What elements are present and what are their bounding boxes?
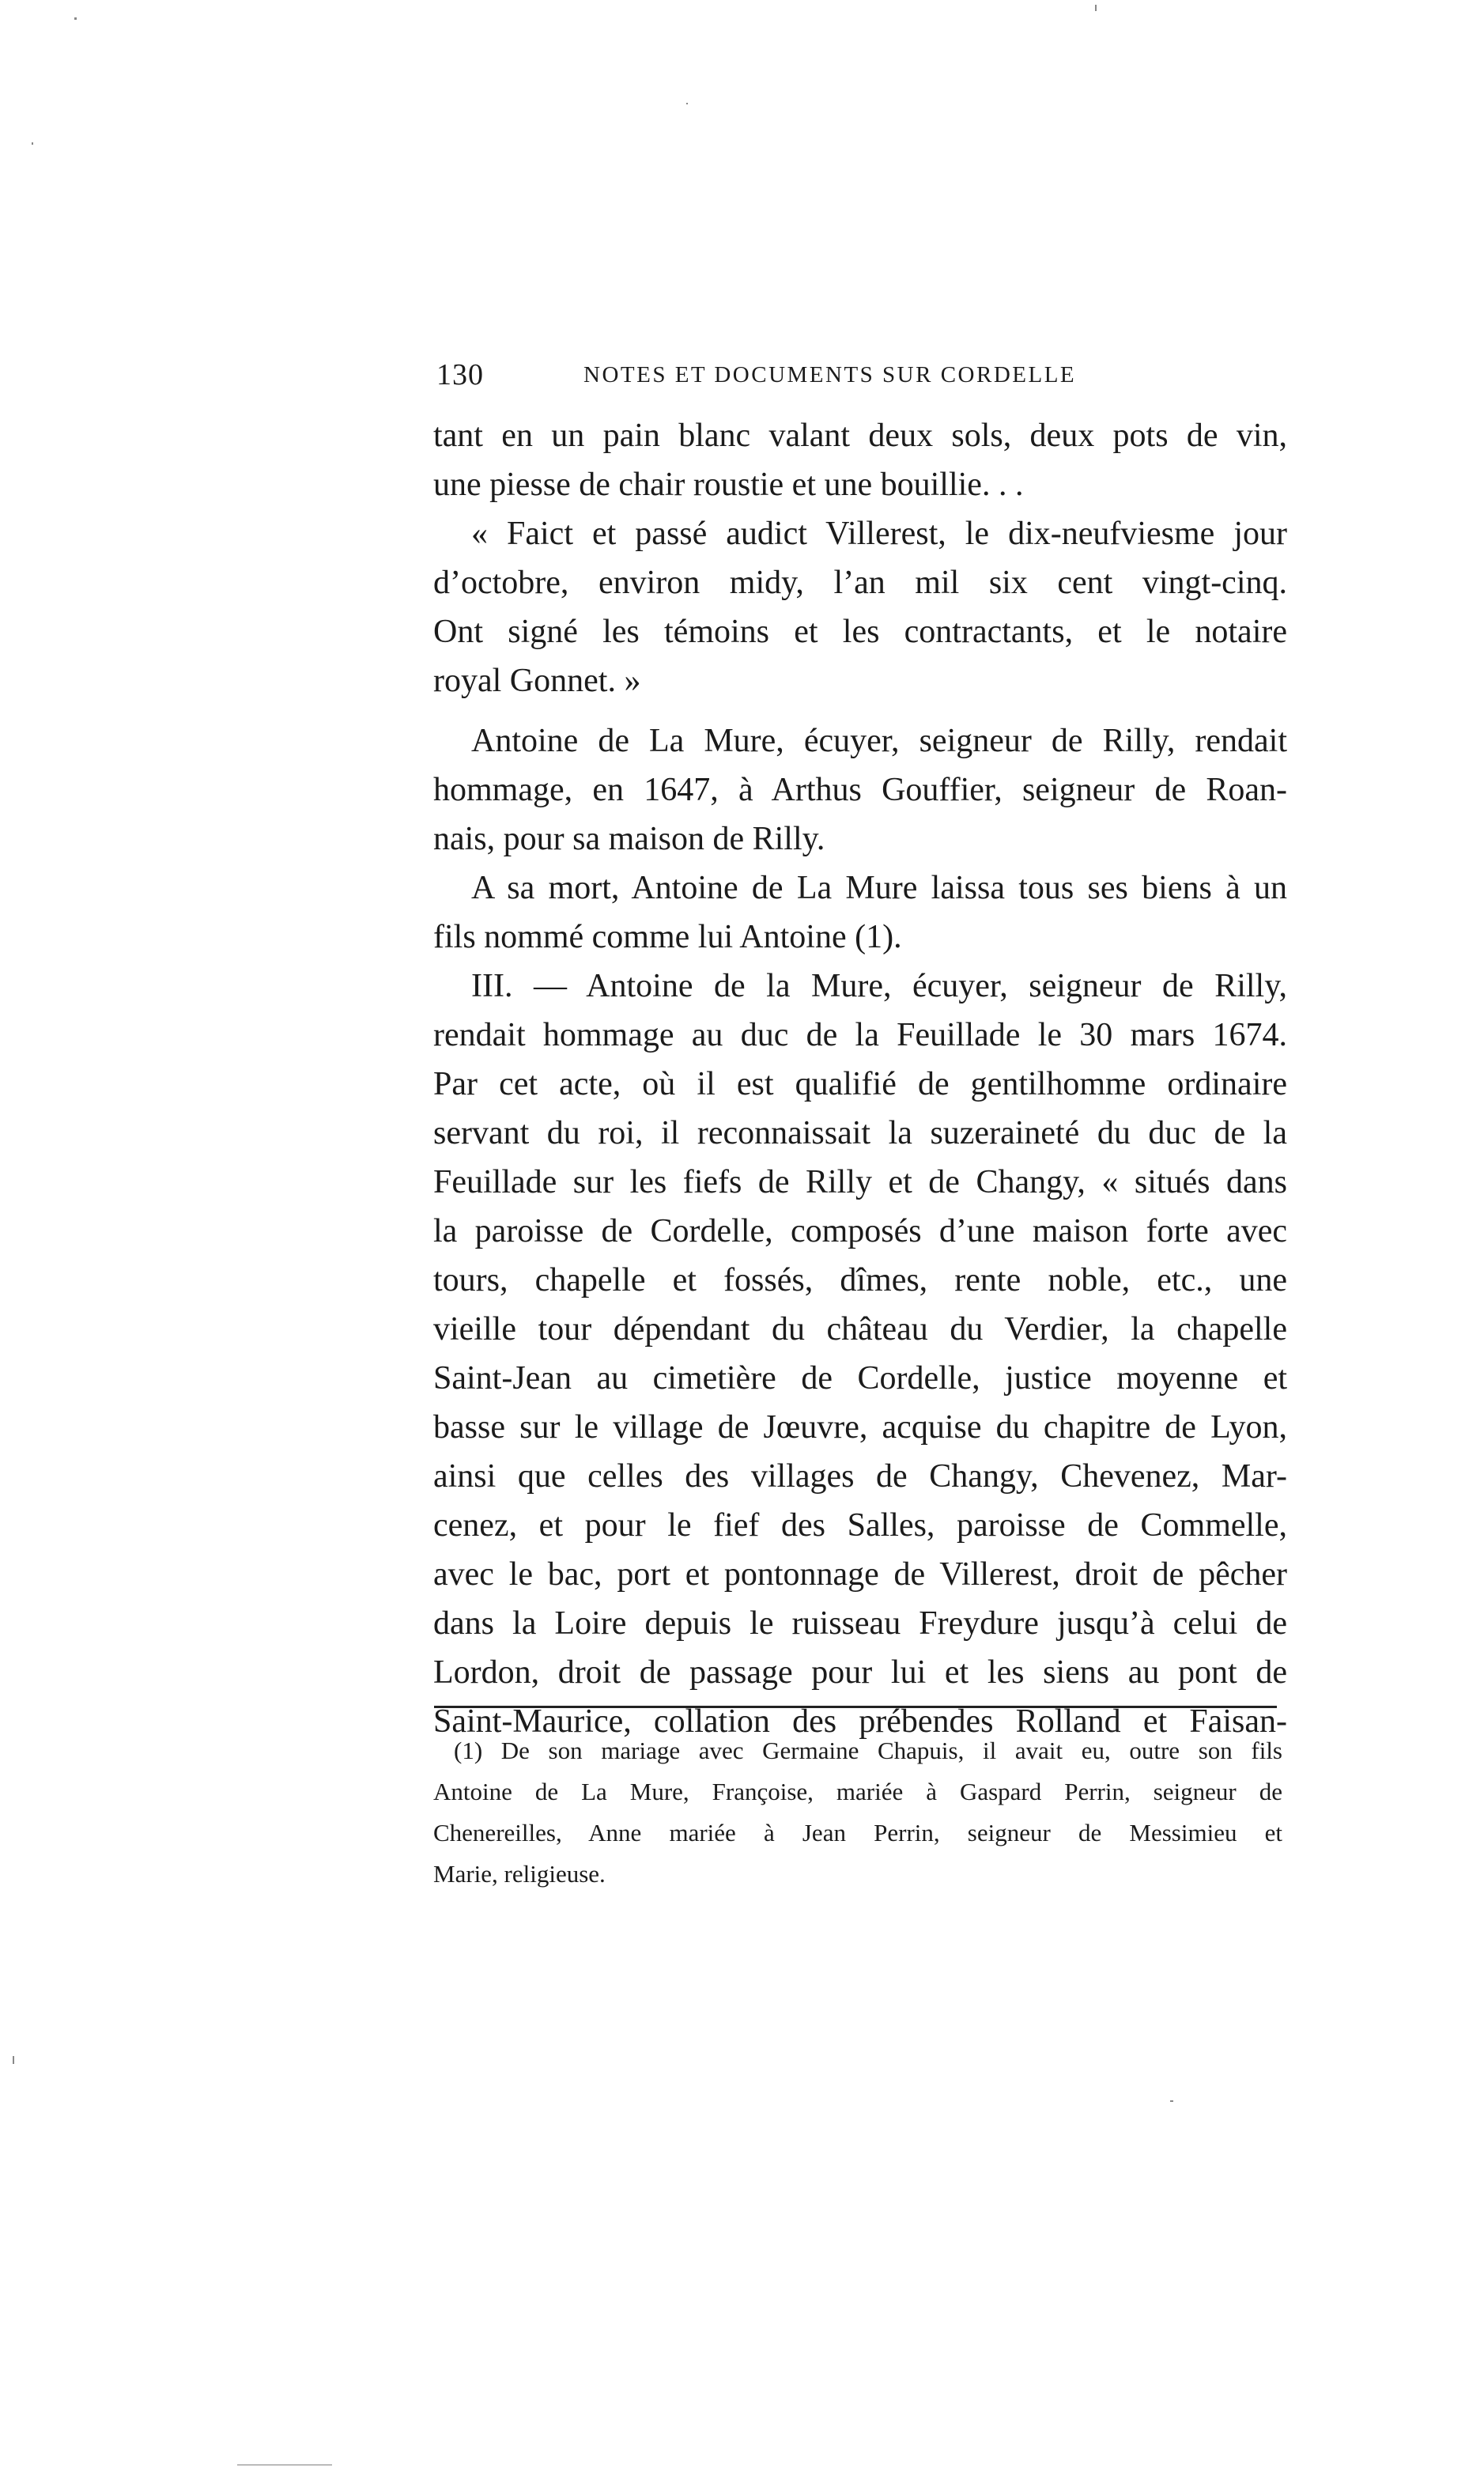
text-line: Feuillade sur les fiefs de Rilly et de Changy, « situés dans	[433, 1164, 1287, 1200]
text-line: Antoine de La Mure, écuyer, seigneur de Rilly, rendait	[471, 723, 1287, 759]
scan-speck	[32, 142, 33, 145]
footnote-line: Antoine de La Mure, Françoise, mariée à Gaspard Perrin, seigneur de	[433, 1778, 1282, 1805]
scan-speck	[1095, 5, 1097, 11]
footnote	[433, 1730, 1282, 1895]
text-line: avec le bac, port et pontonnage de Villerest, droit de pêcher	[433, 1556, 1287, 1593]
footnote-line: (1) De son mariage avec Germaine Chapuis, il avait eu, outre son fils	[454, 1737, 1282, 1764]
running-title: NOTES ET DOCUMENTS SUR CORDELLE	[583, 362, 1077, 387]
text-line: servant du roi, il reconnaissait la suzeraineté du duc de la	[433, 1115, 1287, 1151]
page-number: 130	[436, 358, 484, 391]
text-line: tours, chapelle et fossés, dîmes, rente noble, etc., une	[433, 1262, 1287, 1298]
scan-speck	[74, 17, 77, 20]
scan-speck	[13, 2056, 14, 2064]
text-line: Lordon, droit de passage pour lui et les siens au pont de	[433, 1654, 1287, 1691]
text-line: Saint-Jean au cimetière de Cordelle, justice moyenne et	[433, 1360, 1287, 1397]
text-line: cenez, et pour le fief des Salles, paroisse de Commelle,	[433, 1507, 1287, 1544]
text-line: dans la Loire depuis le ruisseau Freydure jusqu’à celui de	[433, 1605, 1287, 1642]
footnote-line: Chenereilles, Anne mariée à Jean Perrin, seigneur de Messimieu et	[433, 1819, 1282, 1846]
footnote-line: Marie, religieuse.	[433, 1860, 606, 1888]
text-line: royal Gonnet. »	[433, 663, 641, 699]
text-line: Ont signé les témoins et les contractants, et le notaire	[433, 614, 1287, 650]
text-line: une piesse de chair roustie et une bouillie. . .	[433, 467, 1024, 503]
paragraph-gap	[433, 705, 1287, 716]
text-line: d’octobre, environ midy, l’an mil six cent vingt-cinq.	[433, 565, 1287, 601]
text-line: fils nommé comme lui Antoine (1).	[433, 919, 902, 955]
text-line: A sa mort, Antoine de La Mure laissa tous ses biens à un	[471, 870, 1287, 906]
scan-speck	[1170, 2100, 1173, 2102]
text-line: nais, pour sa maison de Rilly.	[433, 821, 825, 857]
text-line: vieille tour dépendant du château du Verdier, la chapelle	[433, 1311, 1287, 1348]
text-line: la paroisse de Cordelle, composés d’une maison forte avec	[433, 1213, 1287, 1249]
text-line: rendait hommage au duc de la Feuillade le 30 mars 1674.	[433, 1017, 1287, 1053]
text-line: hommage, en 1647, à Arthus Gouffier, seigneur de Roan-	[433, 772, 1287, 808]
text-line: Par cet acte, où il est qualifié de gentilhomme ordinaire	[433, 1066, 1287, 1102]
text-line: « Faict et passé audict Villerest, le dix-neufviesme jour	[471, 516, 1287, 552]
main-text	[433, 411, 1287, 1746]
text-line: Saint-Maurice, collation des prébendes Rolland et Faisan-	[433, 1703, 1287, 1740]
footnote-divider	[434, 1706, 1277, 1708]
text-line: tant en un pain blanc valant deux sols, deux pots de vin,	[433, 418, 1287, 454]
scan-speck	[237, 2464, 332, 2466]
text-line: ainsi que celles des villages de Changy, Chevenez, Mar-	[433, 1458, 1287, 1495]
text-line: basse sur le village de Jœuvre, acquise du chapitre de Lyon,	[433, 1409, 1287, 1446]
page-header	[436, 357, 1271, 405]
text-line: III. — Antoine de la Mure, écuyer, seigneur de Rilly,	[471, 968, 1287, 1004]
scan-speck	[686, 103, 688, 104]
